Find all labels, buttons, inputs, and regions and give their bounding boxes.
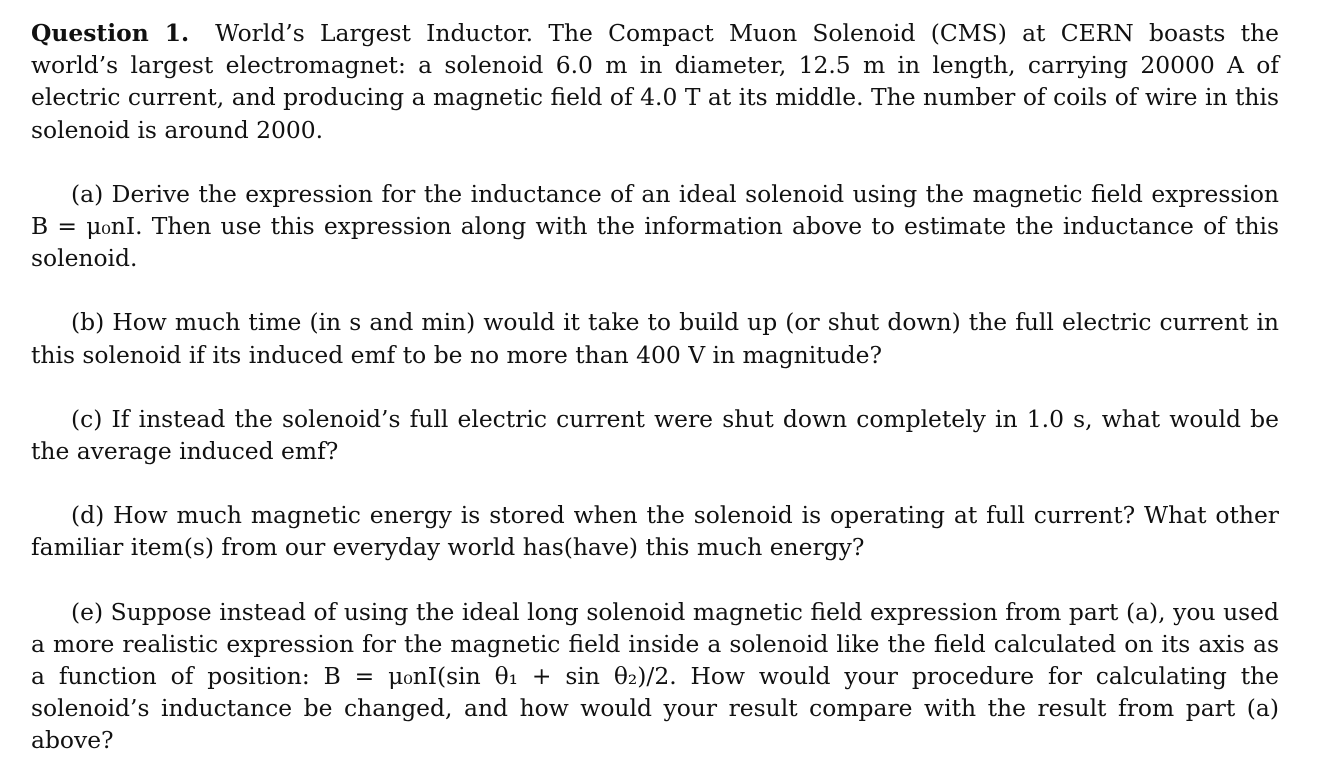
part-e-equation: B = μ₀nI(sin θ₁ + sin θ₂)/2 [323, 662, 670, 691]
spacer [31, 274, 1279, 306]
part-c-text: (c) If instead the solenoid’s full electric current were shut down completely in 1.0 s, what would be the average induced emf? [31, 404, 1279, 466]
spacer [31, 467, 1279, 499]
part-c [31, 403, 1279, 467]
spacer [31, 146, 1279, 178]
part-a-text-before: (a) Derive the expression for the inductance of an ideal solenoid using the magnetic field expression [71, 179, 1279, 208]
part-a [31, 178, 1279, 275]
part-d [31, 499, 1279, 563]
spacer [31, 564, 1279, 596]
question-intro-paragraph [31, 17, 1279, 146]
part-a-text-after: . Then use this expression along with the information above to estimate the inductance of this solenoid. [31, 212, 1279, 273]
spacer [31, 371, 1279, 403]
part-a-equation: B = μ₀nI [31, 212, 136, 241]
part-e-text-after: . How would your procedure for calculating the solenoid’s inductance be changed, and how would your result compare with the result from part (a) above? [31, 662, 1279, 755]
problem-sheet [31, 17, 1279, 757]
part-d-text: (d) How much magnetic energy is stored when the solenoid is operating at full current? What other familiar item(s) from our everyday world has(have) this much energy? [31, 501, 1279, 562]
part-e-text-before: (e) Suppose instead of using the ideal long solenoid magnetic field expression from part (a), you used a more realistic expression for the magnetic field inside a solenoid like the field calculated on its axis as a function of position: [31, 597, 1279, 691]
question-title: Question 1. [31, 19, 190, 47]
question-intro-text: World’s Largest Inductor. The Compact Muon Solenoid (CMS) at CERN boasts the world’s largest electromagnet: a solenoid 6.0 m in diameter, 12.5 m in length, carrying 20000 A of electric current, and producing a magnetic field of 4.0 T at its middle. The number of coils of wire in this solenoid is around 2000. [31, 19, 1279, 144]
part-b [31, 306, 1279, 370]
part-e [31, 596, 1279, 757]
part-b-text: (b) How much time (in s and min) would it take to build up (or shut down) the full electric current in this solenoid if its induced emf to be no more than 400 V in magnitude? [31, 308, 1279, 369]
